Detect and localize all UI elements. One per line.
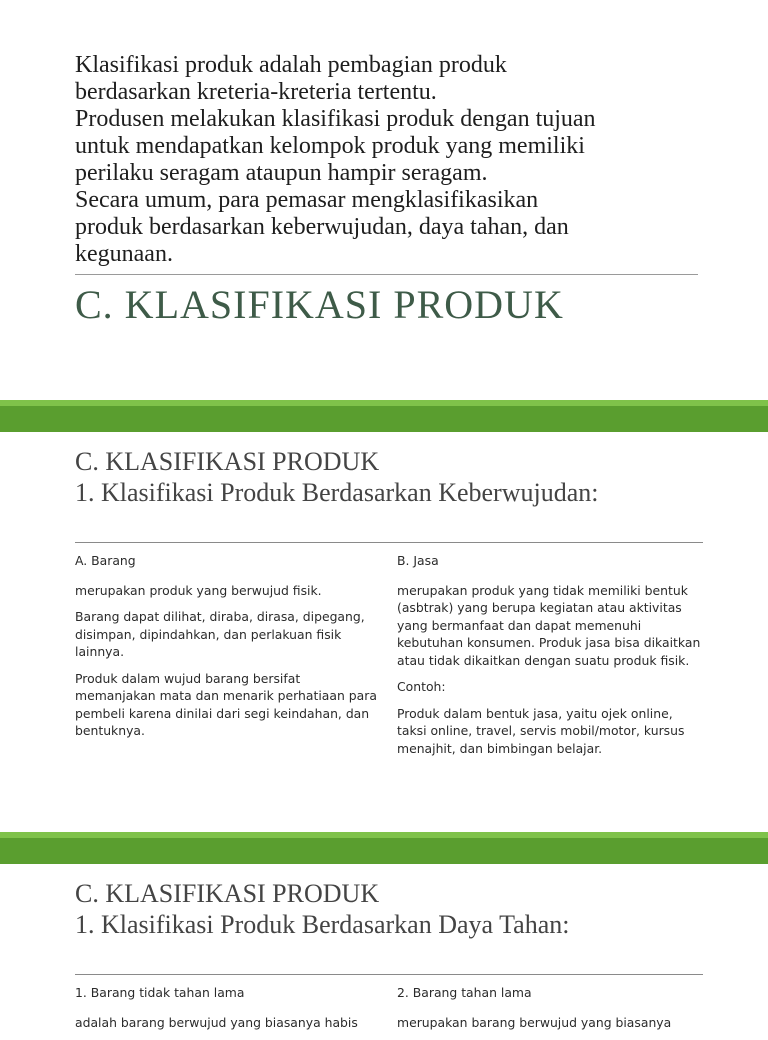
slide-subtitle-line: 1. Klasifikasi Produk Berdasarkan Keberwujudan:	[75, 478, 599, 507]
column-heading: 1. Barang tidak tahan lama	[75, 985, 245, 1000]
paragraph: merupakan barang berwujud yang biasanya	[397, 1014, 672, 1030]
column-heading: 2. Barang tahan lama	[397, 985, 532, 1000]
slide-subtitle-line: 1. Klasifikasi Produk Berdasarkan Daya Tahan:	[75, 910, 570, 939]
intro-line: kegunaan.	[75, 241, 173, 267]
paragraph: Produk dalam wujud barang bersifat memanjakan mata dan menarik perhatiaan para pembeli karena dinilai dari segi keindahan, dan bentuknya.	[75, 670, 377, 738]
slide-3	[0, 864, 768, 1030]
column-tidak-tahan-lama	[75, 984, 380, 1040]
intro-text	[75, 52, 695, 268]
divider	[75, 542, 703, 543]
paragraph: merupakan produk yang berwujud fisik.	[75, 582, 322, 598]
green-separator-band	[0, 832, 768, 864]
paragraph: adalah barang berwujud yang biasanya habis	[75, 1014, 358, 1030]
slide-title-line: C. KLASIFIKASI PRODUK	[75, 447, 380, 476]
divider	[75, 274, 698, 275]
slide-2	[0, 432, 768, 832]
slide-title	[75, 446, 598, 508]
slide-title: C. KLASIFIKASI PRODUK	[75, 282, 564, 327]
column-jasa	[397, 552, 702, 766]
paragraph: merupakan produk yang tidak memiliki bentuk (asbtrak) yang berupa kegiatan atau aktivitas yang bermanfaat dan dapat memenuhi kebutuhan konsumen. Produk jasa bisa dikaitkan atau tidak dikaitkan dengan suatu produk fisik.	[397, 582, 701, 668]
intro-line: produk berdasarkan keberwujudan, daya tahan, dan	[75, 214, 569, 240]
intro-line: berdasarkan kreteria-kreteria tertentu.	[75, 79, 437, 105]
column-barang	[75, 552, 380, 749]
column-heading: B. Jasa	[397, 553, 439, 568]
paragraph: Barang dapat dilihat, diraba, dirasa, dipegang, disimpan, dipindahkan, dan perlakuan fisik lainnya.	[75, 609, 365, 659]
intro-line: Secara umum, para pemasar mengklasifikasikan	[75, 187, 539, 213]
divider	[75, 974, 703, 975]
column-tahan-lama	[397, 984, 702, 1040]
intro-line: Klasifikasi produk adalah pembagian produk	[75, 52, 507, 78]
intro-line: untuk mendapatkan kelompok produk yang memiliki	[75, 133, 585, 159]
column-heading: A. Barang	[75, 553, 136, 568]
paragraph: Contoh:	[397, 679, 446, 694]
slide-title-line: C. KLASIFIKASI PRODUK	[75, 879, 380, 908]
intro-line: perilaku seragam ataupun hampir seragam.	[75, 160, 488, 186]
intro-line: Produsen melakukan klasifikasi produk dengan tujuan	[75, 106, 596, 132]
slide-title	[75, 878, 569, 940]
green-separator-band	[0, 400, 768, 432]
slide-1	[0, 0, 768, 395]
paragraph: Produk dalam bentuk jasa, yaitu ojek online, taksi online, travel, servis mobil/motor, kursus menajhit, dan bimbingan belajar.	[397, 705, 685, 756]
